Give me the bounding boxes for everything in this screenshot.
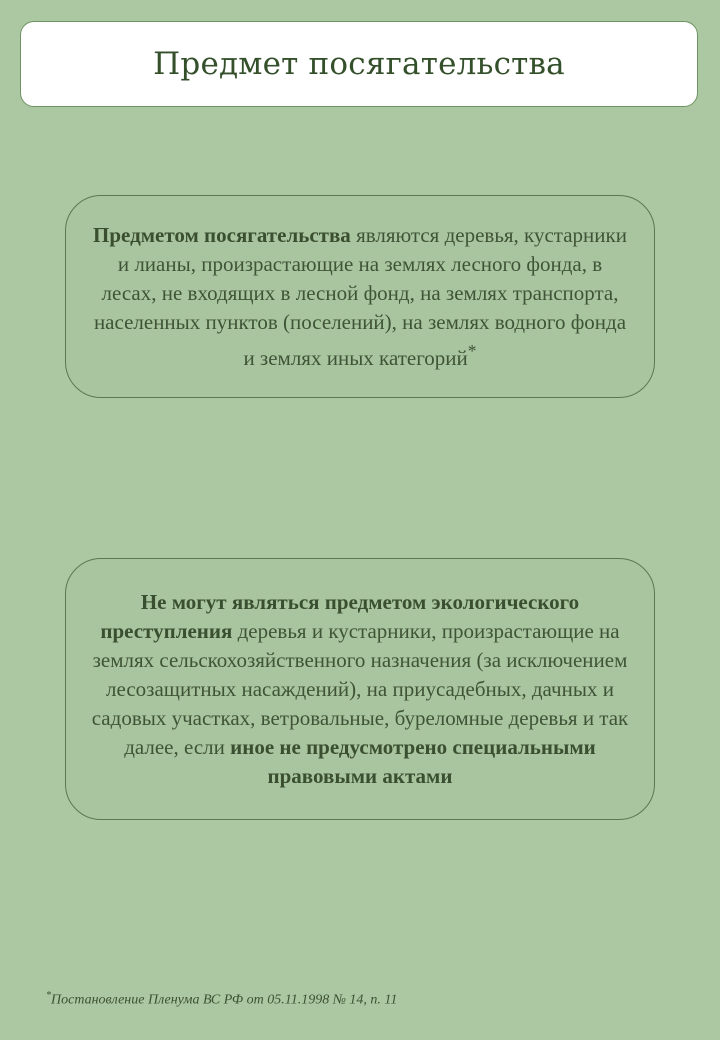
footnote (46, 990, 397, 1009)
page-title: Предмет посягательства (153, 46, 565, 82)
subject-definition-lead: Предметом посягательства (93, 222, 351, 247)
exclusions-text (90, 588, 630, 791)
exclusions-card (65, 558, 655, 820)
exclusions-body: деревья и кустарники, произрастающие на землях сельскохозяйственного назначения (за исключением лесозащитных насаждений), на приусадебных, дачных и садовых участках, ветровальные, буреломные деревья и так далее, если (91, 618, 629, 759)
subject-definition-card (65, 195, 655, 398)
title-banner (20, 21, 698, 107)
exclusions-lead: Не могут являться предметом экологического преступления (100, 589, 580, 643)
exclusions-tail: иное не предусмотрено специальными правовыми актами (230, 734, 596, 788)
subject-definition-text (90, 221, 630, 373)
footnote-text: Постановление Пленума ВС РФ от 05.11.1998 № 14, п. 11 (51, 992, 398, 1008)
footnote-reference: * (467, 340, 477, 361)
subject-definition-body: являются деревья, кустарники и лианы, произрастающие на землях лесного фонда, в лесах, не входящих в лесной фонд, на землях транспорта, населенных пунктов (поселений), на землях водного фонда и землях иных категорий (93, 222, 627, 370)
footnote-marker: * (46, 990, 51, 1001)
